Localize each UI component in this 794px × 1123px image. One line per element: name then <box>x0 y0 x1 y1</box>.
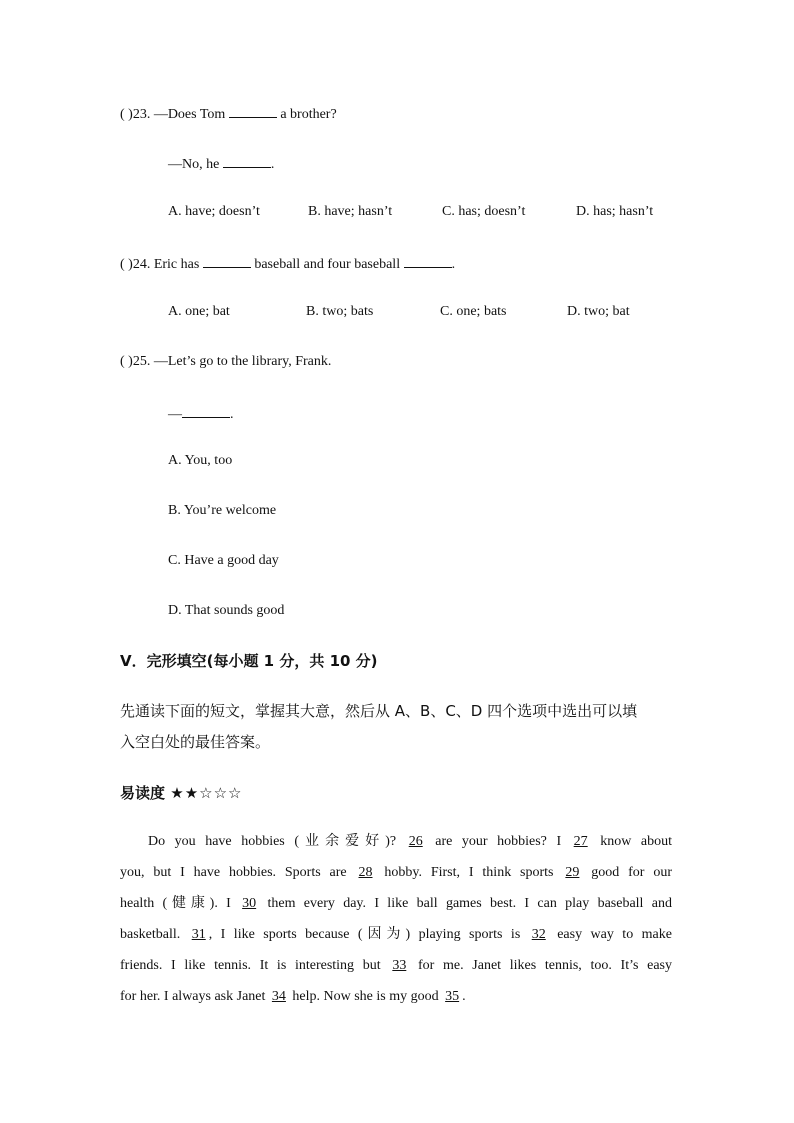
section-instruction-line-2: 入空白处的最佳答案。 <box>120 733 271 751</box>
q24-option-b: B. two; bats <box>306 304 374 319</box>
q24-option-a: A. one; bat <box>168 304 230 319</box>
q24-option-c: C. one; bats <box>440 304 507 319</box>
blank-28: 28 <box>358 865 373 880</box>
passage-line-2: you, but I have hobbies. Sports are 28 hobby. First, I think sports 29 good for our <box>120 865 672 880</box>
passage-line-6: for her. I always ask Janet 34 help. Now she is my good 35 . <box>120 989 466 1004</box>
question-25-stem: ( )25. —Let’s go to the library, Frank. <box>120 354 332 369</box>
section-title: V．完形填空(每小题 1 分，共 10 分) <box>120 652 378 670</box>
star-rating-icon: ★★☆☆☆ <box>170 784 243 802</box>
blank-29: 29 <box>565 865 580 880</box>
question-24-stem: ( )24. Eric has baseball and four baseball . <box>120 253 455 274</box>
q23-option-c: C. has; doesn’t <box>442 204 526 219</box>
blank-32: 32 <box>531 927 546 942</box>
difficulty-rating <box>120 782 243 803</box>
q23-option-a: A. have; doesn’t <box>168 204 260 219</box>
passage-line-3: health (健康). I 30 them every day. I like ball games best. I can play baseball and <box>120 896 672 911</box>
q25-option-b: B. You’re welcome <box>168 503 277 518</box>
question-23-reply: —No, he . <box>168 153 274 174</box>
answer-blank <box>229 103 277 118</box>
passage-line-1: Do you have hobbies (业余爱好)? 26 are your hobbies? I 27 know about <box>148 834 672 849</box>
answer-blank <box>404 253 452 268</box>
q25-option-d: D. That sounds good <box>168 603 285 618</box>
q23-option-b: B. have; hasn’t <box>308 204 393 219</box>
q24-option-d: D. two; bat <box>567 304 630 319</box>
passage-line-5: friends. I like tennis. It is interesting but 33 for me. Janet likes tennis, too. It’s easy <box>120 958 672 973</box>
section-instruction-line-1: 先通读下面的短文，掌握其大意，然后从 A、B、C、D 四个选项中选出可以填 <box>120 702 638 720</box>
q25-option-a: A. You, too <box>168 453 233 468</box>
blank-26: 26 <box>408 834 423 849</box>
blank-35: 35 <box>445 989 460 1004</box>
difficulty-label: 易读度 <box>120 784 166 802</box>
blank-31: 31 <box>191 927 206 942</box>
q25-option-c: C. Have a good day <box>168 553 279 568</box>
blank-30: 30 <box>242 896 257 911</box>
answer-blank <box>182 403 230 418</box>
blank-33: 33 <box>392 958 407 973</box>
question-23-stem: ( )23. —Does Tom a brother? <box>120 103 337 124</box>
answer-blank <box>223 153 271 168</box>
answer-blank <box>203 253 251 268</box>
passage-line-4: basketball. 31 , I like sports because (因为) playing sports is 32 easy way to make <box>120 927 672 942</box>
q23-option-d: D. has; hasn’t <box>576 204 654 219</box>
question-25-reply: — . <box>168 403 234 424</box>
blank-27: 27 <box>573 834 588 849</box>
blank-34: 34 <box>271 989 286 1004</box>
